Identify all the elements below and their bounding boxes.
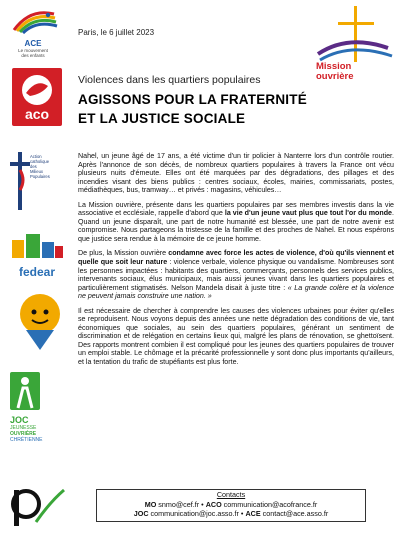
acmp-line-5: Populaires xyxy=(30,174,50,179)
mascot-illustration xyxy=(16,290,64,352)
acmp-logo xyxy=(10,152,66,212)
document-subtitle: Violences dans les quartiers populaires xyxy=(78,74,261,86)
pretres-logo xyxy=(10,484,68,528)
paragraph-3 xyxy=(78,249,394,300)
paragraph-2 xyxy=(78,201,394,244)
cross-icon xyxy=(10,152,30,210)
joc-tagline-2: OUVRIÈRE xyxy=(10,431,37,437)
document-body xyxy=(78,152,394,373)
contact-ace-email[interactable]: contact@ace.asso.fr xyxy=(262,509,329,519)
mission-ouvriere-wordmark xyxy=(316,62,354,82)
joc-tagline-3: CHRÉTIENNE xyxy=(10,437,43,443)
mo-line-1: Mission xyxy=(316,61,352,72)
mo-line-2: ouvrière xyxy=(316,71,354,82)
paragraph-2-emphasis: la vie d'un jeune vaut plus que tout l'or du monde xyxy=(224,209,392,218)
contact-separator: • xyxy=(201,499,204,509)
document-title xyxy=(78,90,307,128)
acmp-line-3: des xyxy=(30,164,37,169)
ace-tagline-2: des enfants xyxy=(21,53,45,58)
mandela-quote: « La grande colère et la violence ne peuvent jamais construire une nation. » xyxy=(78,283,394,301)
joc-name: JOC xyxy=(10,415,29,425)
ace-logo xyxy=(8,6,68,56)
document-date: Paris, le 6 juillet 2023 xyxy=(78,28,155,37)
partner-logos xyxy=(0,0,72,533)
contact-ace-label: ACE xyxy=(245,509,261,519)
ace-rainbow-icon xyxy=(8,6,68,34)
paragraph-1: Nahel, un jeune âgé de 17 ans, a été victime d'un tir policier à Nanterre lors d'un contrôle routier. Après l'annonce de son décès, de nombreux quartiers populaires à travers la France ont vécu plusieurs nuits d'émeute. Elles ont été marquées par des dégradations, des pillages et des incendies visant des biens publics : centres sociaux, écoles, mairies, commissariats, postes, médiathèques, bus, tramway… et privés : magasins, véhicules… xyxy=(78,152,394,195)
joc-logo xyxy=(10,372,70,442)
acmp-line-2: catholique xyxy=(30,159,50,164)
ace-name: ACE xyxy=(24,39,42,48)
contact-joc-label: JOC xyxy=(133,509,149,519)
contact-mo-email[interactable]: snmo@cef.fr xyxy=(158,499,200,509)
paragraph-3-part-c: : violence verbale, violence physique ou vandalisme. Nombreuses sont les personnes impactées : habitants des quartiers, commerçants, personnels des services publics, intervenants sociaux, élus municipaux, mais aussi jeunes vivant dans les quartiers populaires et particulièrement stigmatisés. Nelson Mandela disait à juste titre : xyxy=(78,258,394,292)
aco-logo xyxy=(6,66,68,128)
paragraph-2-part-a: La Mission ouvrière, présente dans les quartiers populaires par ses membres investis dans la vie associative et ecclésiale, rappelle d'abord que xyxy=(78,200,394,218)
fedear-logo xyxy=(8,230,66,278)
title-line-1: AGISSONS POUR LA FRATERNITÉ xyxy=(78,92,307,107)
contacts-line-1 xyxy=(97,500,365,510)
acmp-line-4: Milieux xyxy=(30,169,44,174)
paragraph-4: Il est nécessaire de chercher à comprendre les causes des violences urbaines pour éviter qu'elles se reproduisent. Nous voyons depuis des années une nette dégradation des conditions de vie, tant économiques que sociales, au sein des quartiers populaires, générant un sentiment de discrimination et de relégation en certains lieux qui, malgré les plans de rénovation, se ghettoïsent. Des rapports montrent combien il est compliqué pour les jeunes des quartiers populaires de trouver un emploi stable. Le chômage et la précarité professionnelle y sont donc plus importants qu'ailleurs, et la tentation du trafic de stupéfiants est plus forte. xyxy=(78,306,394,367)
mo-cross-icon xyxy=(308,4,396,64)
contact-aco-label: ACO xyxy=(205,499,222,509)
fedear-name: fedear xyxy=(18,265,56,279)
paragraph-2-part-c: . Quand un jeune disparaît, une part de notre humanité est blessée, une part de notre avenir est compromise. Nous partageons la tristesse de la famille et des proches de Nahel. Et nous espérons que justice sera rendue à la mémoire de ce jeune homme. xyxy=(78,209,394,243)
fedear-houses-icon xyxy=(8,230,66,260)
joc-figure-icon xyxy=(10,372,40,410)
title-line-2: ET LA JUSTICE SOCIALE xyxy=(78,111,246,126)
paragraph-3-part-a: De plus, la Mission ouvrière xyxy=(78,249,169,258)
contact-mo-label: MO xyxy=(144,499,157,509)
contact-joc-email[interactable]: communication@joc.asso.fr xyxy=(150,509,239,519)
contact-aco-email[interactable]: communication@acofrance.fr xyxy=(223,499,318,509)
joc-tagline-1: JEUNESSE xyxy=(10,425,37,431)
acmp-line-1: Action xyxy=(30,154,42,159)
contacts-box xyxy=(96,489,366,522)
contacts-line-2 xyxy=(97,509,365,519)
ace-tagline-1: Le mouvement xyxy=(18,48,48,53)
aco-name: aco xyxy=(24,106,50,122)
paragraph-3-emphasis: condamne avec force les actes de violence, d'où qu'ils viennent et quelle que soit leur nature xyxy=(78,249,394,267)
contacts-heading: Contacts xyxy=(216,490,246,499)
contact-separator: • xyxy=(240,509,244,519)
